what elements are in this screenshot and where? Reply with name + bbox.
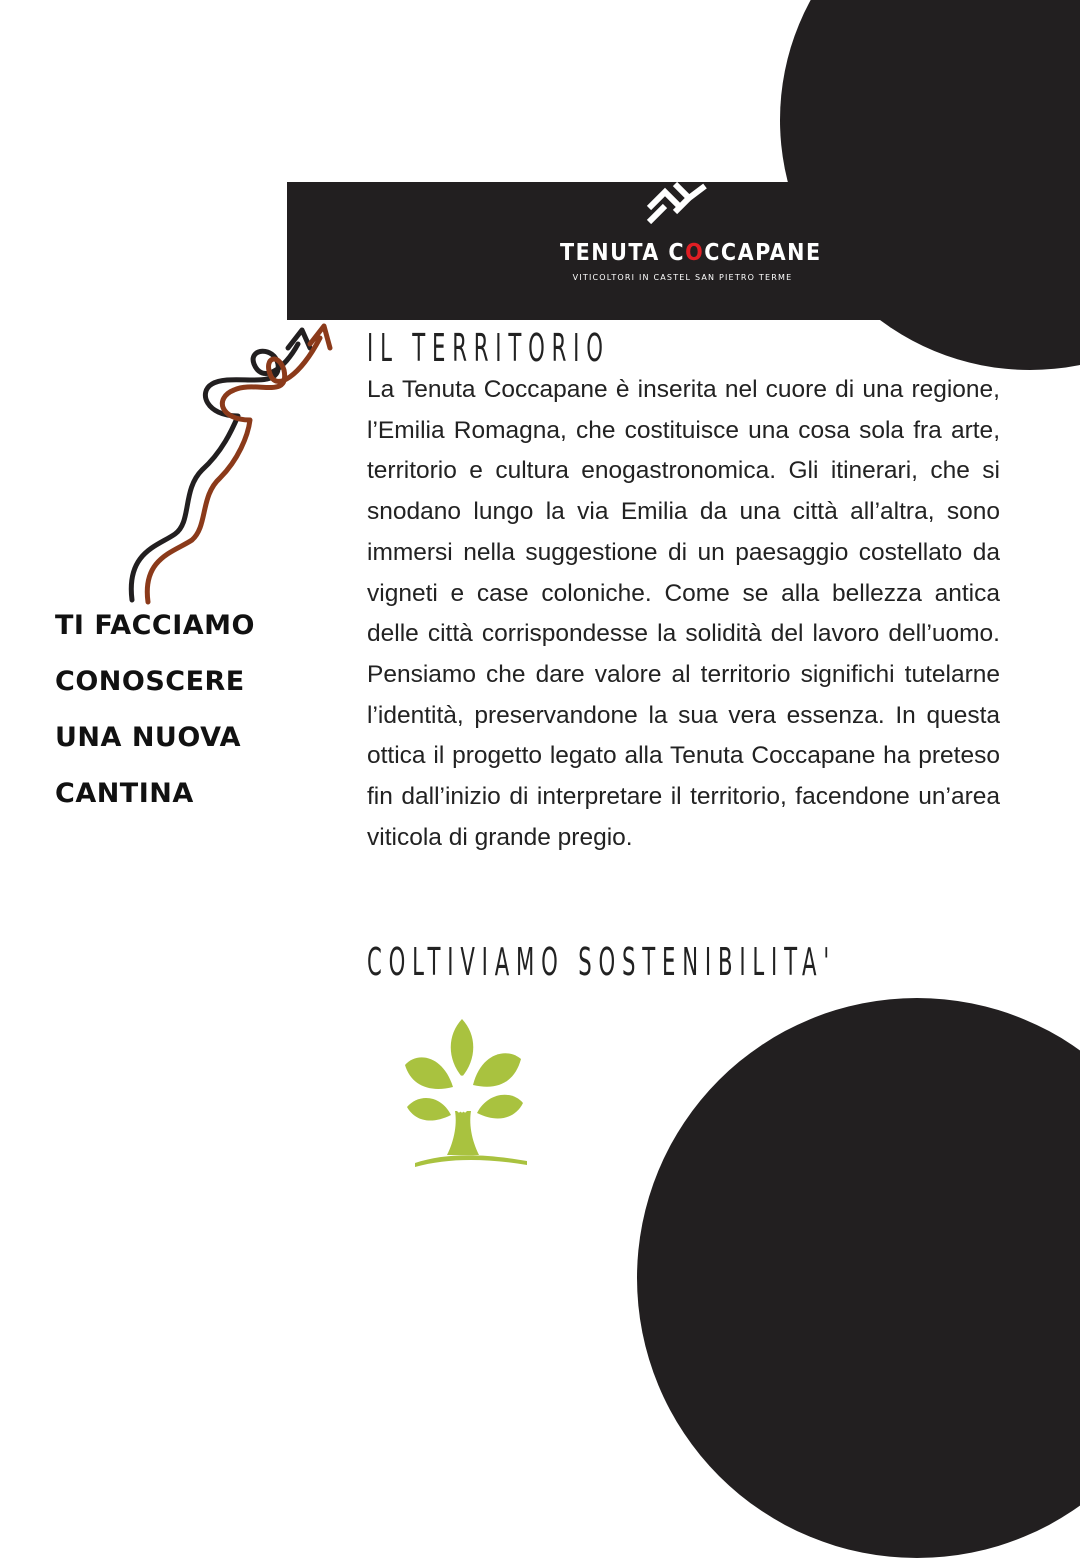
squiggle-arrow-icon	[120, 320, 350, 610]
tagline-line: CONOSCERE	[55, 666, 245, 697]
section-title-territorio: IL TERRITORIO	[367, 326, 610, 370]
brand-tagline: VITICOLTORI IN CASTEL SAN PIETRO TERME	[572, 273, 793, 282]
decorative-circle-bottom	[637, 998, 1080, 1558]
tagline-line: UNA NUOVA	[55, 722, 242, 753]
logo-mark-icon	[645, 180, 709, 224]
tagline-line: TI FACCIAMO	[55, 610, 255, 641]
brand-name: TENUTA COCCAPANE	[560, 240, 822, 266]
section-title-sostenibilita: COLTIVIAMO SOSTENIBILITA'	[367, 940, 836, 984]
promo-tagline	[55, 598, 345, 822]
tree-icon	[395, 1015, 530, 1167]
tagline-line: CANTINA	[55, 778, 194, 809]
section-body-territorio: La Tenuta Coccapane è inserita nel cuore di una regione, l’Emilia Romagna, che costituisce una cosa sola fra arte, territorio e cultura enogastronomica. Gli itinerari, che si snodano lungo la via Emilia da una città all’altra, sono immersi nella suggestione di un paesaggio costellato da vigneti e case coloniche. Come se alla bellezza antica delle città corrispondesse la solidità del lavoro dell’uomo. Pensiamo che dare valore al territorio significhi tutelarne l’identità, preservandone la sua vera essenza. In questa ottica il progetto legato alla Tenuta Coccapane ha preteso fin dall’inizio di interpretare il territorio, facendone un’area viticola di grande pregio.	[367, 376, 1000, 851]
